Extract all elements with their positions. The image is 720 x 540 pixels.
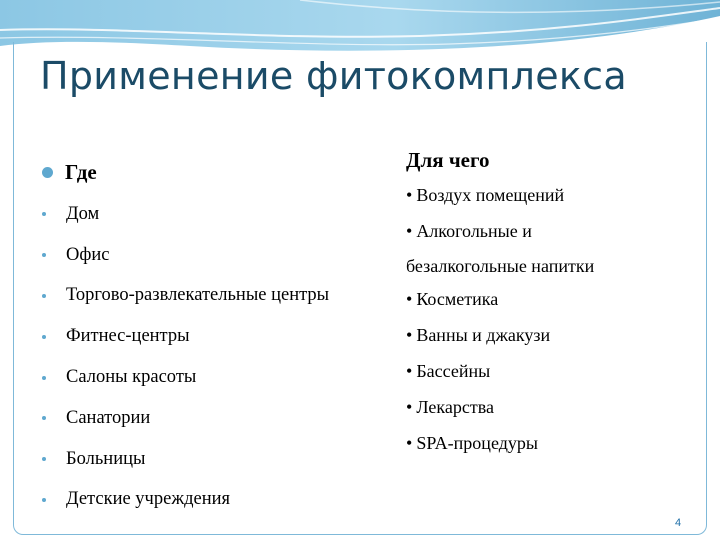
list-item: Дом xyxy=(44,194,329,235)
list-item: Салоны красоты xyxy=(44,357,329,398)
list-item: • Лекарства xyxy=(406,397,494,417)
list-item: • Бассейны xyxy=(406,361,491,381)
list-item: • Косметика xyxy=(406,289,499,309)
list-item: • SPA-процедуры xyxy=(406,433,538,453)
bullet-dot-icon: • xyxy=(406,433,413,453)
list-item: Санатории xyxy=(44,398,329,439)
bullet-dot-icon xyxy=(42,294,46,298)
list-item: Офис xyxy=(44,235,329,276)
bullet-dot-icon: • xyxy=(406,361,413,381)
bullet-dot-icon xyxy=(42,498,46,502)
list-item: Фитнес-центры xyxy=(44,316,329,357)
list-item: Торгово-развлекательные центры xyxy=(44,276,329,317)
bullet-dot-icon xyxy=(42,253,46,257)
left-column-heading xyxy=(42,160,97,185)
bullet-dot-icon: • xyxy=(406,325,413,345)
left-column-list xyxy=(44,194,329,520)
bullet-dot-icon: • xyxy=(406,397,413,417)
bullet-dot-icon xyxy=(42,212,46,216)
page-number: 4 xyxy=(675,517,682,529)
list-item: Больницы xyxy=(44,439,329,480)
slide-title: Применение фитокомплекса xyxy=(40,54,627,98)
bullet-dot-icon: • xyxy=(406,185,413,205)
right-column-heading: Для чего xyxy=(406,148,490,172)
list-item: • Ванны и джакузи xyxy=(406,325,551,345)
bullet-dot-icon xyxy=(42,457,46,461)
list-item: Детские учреждения xyxy=(44,480,329,521)
list-item: • Алкогольные и безалкогольные напитки xyxy=(406,221,595,276)
round-bullet-icon xyxy=(42,167,53,178)
list-item: • Воздух помещений xyxy=(406,185,565,205)
bullet-dot-icon: • xyxy=(406,221,413,241)
right-column-list xyxy=(406,186,646,470)
bullet-dot-icon: • xyxy=(406,289,413,309)
left-column-heading-text: Где xyxy=(65,160,97,184)
bullet-dot-icon xyxy=(42,416,46,420)
bullet-dot-icon xyxy=(42,335,46,339)
bullet-dot-icon xyxy=(42,376,46,380)
